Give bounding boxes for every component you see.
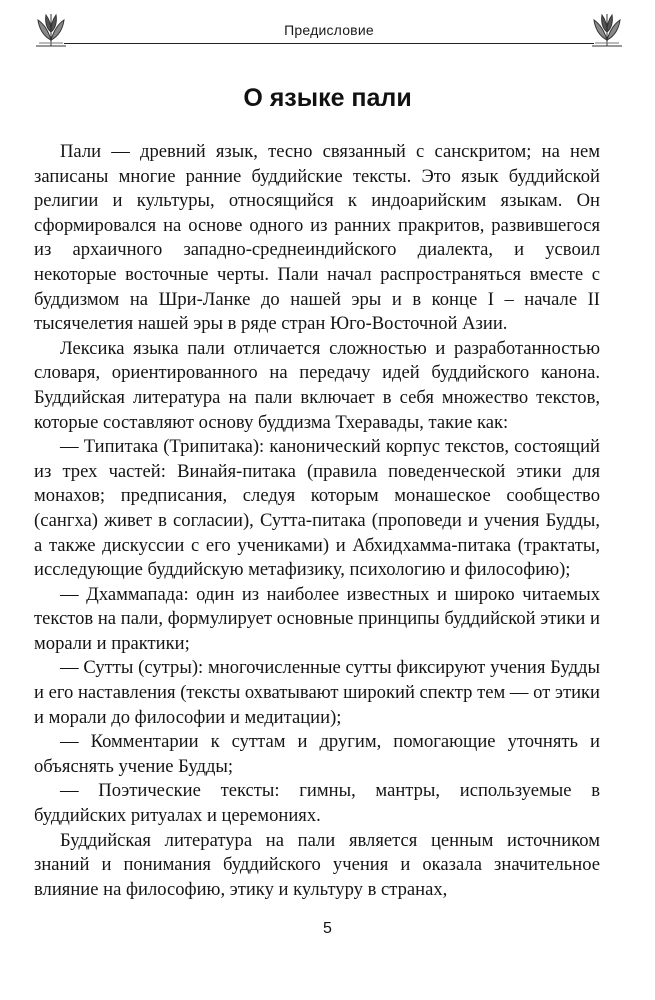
list-item: — Комментарии к суттам и другим, помогающие уточнять и объяснять учение Будды; bbox=[34, 731, 600, 777]
list-item: — Сутты (сутры): многочисленные сутты фиксируют учения Будды и его наставления (тексты охватывают широкий спектр тем — от этики и морали до философии и медитации); bbox=[34, 657, 601, 728]
chapter-title: О языке пали bbox=[243, 84, 412, 112]
body-text bbox=[34, 140, 600, 902]
list-item: — Поэтические тексты: гимны, мантры, используемые в буддийских ритуалах и церемониях. bbox=[34, 780, 600, 827]
lotus-ornament-icon bbox=[590, 10, 624, 50]
running-header bbox=[34, 10, 624, 52]
running-header-title: Предисловие bbox=[284, 22, 374, 38]
list-item: — Типитака (Трипитака): канонический корпус текстов, состоящий из трех частей: Винайя-питака (правила поведенческой этики для монахов; предписания, следуя которым монашеское сообщество (сангха) живет в согласии), Сутта-питака (проповеди и учения Будды, а также дискуссии с его учениками) и Абхидхамма-питака (трактаты, исследующие буддийскую метафизику, психологию и философию); bbox=[34, 436, 600, 581]
page-number: 5 bbox=[323, 920, 332, 937]
header-rule bbox=[64, 43, 594, 44]
paragraph: Буддийская литература на пали является ценным источником знаний и понимания буддийского учения и оказала значительное влияние на философию, этику и культуру в странах, bbox=[34, 829, 600, 900]
paragraph: Пали — древний язык, тесно связанный с санскритом; на нем записаны многие ранние буддийские тексты. Это язык буддийской религии и культуры, относящийся к индоарийским языкам. Он сформировался на основе одного из ранних пракритов, развившегося из архаичного западно-среднеиндийского диалекта, и усвоил некоторые восточные черты. Пали начал распространяться вместе с буддизмом на Шри-Ланке до нашей эры и в конце I – начале II тысячелетия нашей эры в ряде стран Юго-Восточной Азии. bbox=[34, 141, 600, 335]
paragraph: Лексика языка пали отличается сложностью и разработанностью словаря, ориентированного на передачу идей буддийского канона. Буддийская литература на пали включает в себя множество текстов, которые составляют основу буддизма Тхеравады, такие как: bbox=[34, 337, 600, 433]
list-item: — Дхаммапада: один из наиболее известных и широко читаемых текстов на пали, формулирует основные принципы буддийской этики и морали и практики; bbox=[34, 583, 600, 654]
